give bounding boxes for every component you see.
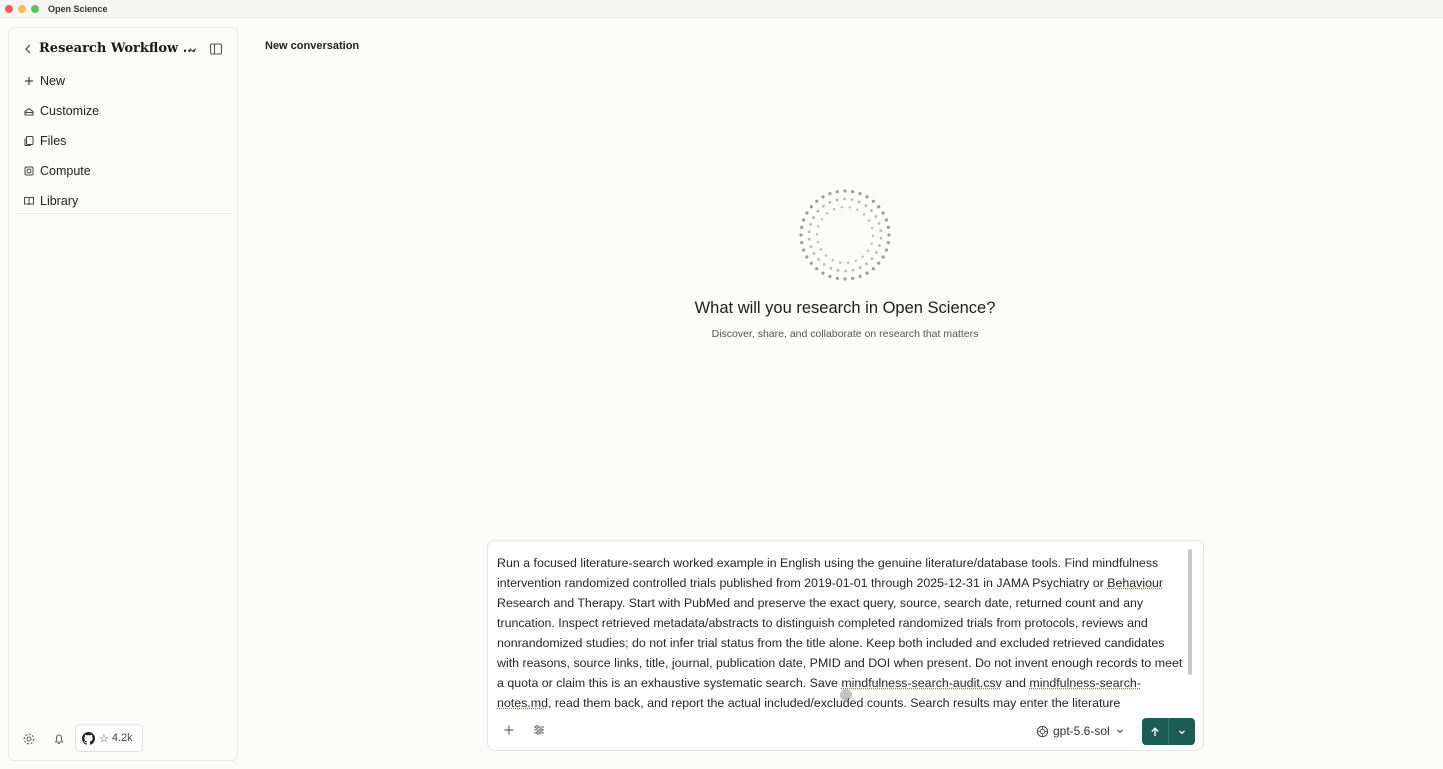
hero-title: What will you research in Open Science? xyxy=(694,299,996,317)
model-name: gpt-5.6-sol xyxy=(1053,724,1110,738)
files-icon xyxy=(23,135,35,147)
loader-dot xyxy=(817,210,820,213)
loader-dot xyxy=(865,262,868,265)
github-stars-button[interactable] xyxy=(75,724,143,752)
loader-dot xyxy=(879,237,882,240)
loader-dot xyxy=(856,209,858,211)
star-icon: ☆ xyxy=(99,732,109,745)
window-title: Open Science xyxy=(48,4,108,14)
book-icon xyxy=(23,195,35,207)
loader-dot xyxy=(800,226,803,229)
plus-icon xyxy=(502,723,516,737)
loader-dot xyxy=(820,248,822,250)
loader-dot xyxy=(843,277,846,280)
send-button[interactable] xyxy=(1142,718,1168,745)
sliders-icon xyxy=(532,723,546,737)
loader-dot xyxy=(816,233,818,235)
sidebar-toggle-icon[interactable] xyxy=(209,42,223,56)
add-attachment-button[interactable] xyxy=(502,723,516,737)
loader-dot xyxy=(887,241,890,244)
loader-dot xyxy=(805,211,808,214)
loader-dot xyxy=(872,267,875,270)
loader-dot xyxy=(802,218,805,221)
loader-dot xyxy=(817,225,819,227)
loader-dot xyxy=(879,229,882,232)
loader-dot xyxy=(843,198,846,201)
arrow-up-icon xyxy=(1149,726,1161,738)
loader-dot xyxy=(802,248,805,251)
sidebar-divider xyxy=(15,213,233,214)
loader-dot xyxy=(843,189,846,192)
sidebar-item-label: New xyxy=(40,74,66,88)
model-selector[interactable] xyxy=(1036,722,1125,740)
loader-dot xyxy=(829,267,832,270)
minimize-window-button[interactable] xyxy=(18,5,26,13)
loader-dot xyxy=(839,261,841,263)
loader-dot xyxy=(862,255,864,257)
loader-dot xyxy=(813,252,816,255)
github-icon xyxy=(82,732,95,745)
loader-dot xyxy=(821,218,823,220)
loader-dot xyxy=(808,238,811,241)
loader-dot xyxy=(878,222,881,225)
sidebar xyxy=(8,27,238,761)
loader-dot xyxy=(865,195,868,198)
sidebar-item-label: Compute xyxy=(40,164,91,178)
sidebar-item-compute[interactable] xyxy=(15,156,233,186)
window-titlebar xyxy=(0,0,1443,18)
loader-dot xyxy=(875,215,878,218)
gear-icon[interactable] xyxy=(22,732,36,746)
sidebar-item-library[interactable] xyxy=(15,186,233,216)
compute-icon xyxy=(23,165,35,177)
loader-dot xyxy=(837,269,840,272)
loader-dot xyxy=(833,208,835,210)
loader-dot xyxy=(868,219,870,221)
loader-dot xyxy=(872,235,874,237)
sidebar-item-label: Customize xyxy=(40,104,100,118)
loader-dot xyxy=(882,255,885,258)
plus-icon xyxy=(23,75,35,87)
loader-dot xyxy=(847,262,849,264)
sidebar-nav xyxy=(15,66,233,216)
sidebar-item-label: Files xyxy=(40,134,67,148)
loader-dot xyxy=(821,195,824,198)
customize-icon xyxy=(23,105,35,117)
loader-dot xyxy=(851,198,854,201)
loader-dot xyxy=(821,272,824,275)
loader-dot xyxy=(836,198,839,201)
loader-dot xyxy=(810,245,813,248)
loader-dot xyxy=(855,260,857,262)
empty-state xyxy=(487,185,1203,340)
loader-dot xyxy=(828,192,831,195)
loader-dot xyxy=(828,275,831,278)
loader-dot xyxy=(877,262,880,265)
message-composer xyxy=(487,540,1204,751)
chevron-left-icon[interactable] xyxy=(21,42,35,56)
chevron-down-icon[interactable] xyxy=(187,43,199,55)
loader-dot xyxy=(823,263,826,266)
loader-dot xyxy=(858,201,861,204)
loader-dot xyxy=(808,230,811,233)
loader-dot xyxy=(836,190,839,193)
loader-dot xyxy=(810,205,813,208)
loader-dot xyxy=(865,272,868,275)
loader-dot xyxy=(805,255,808,258)
loader-dot xyxy=(858,275,861,278)
composer-scrollbar[interactable] xyxy=(1188,549,1192,675)
conversation-title: New conversation xyxy=(265,40,360,52)
sidebar-item-label: Library xyxy=(40,194,79,208)
loader-dot xyxy=(885,248,888,251)
loader-dot xyxy=(859,266,862,269)
loader-dot xyxy=(870,242,872,244)
openai-icon xyxy=(1036,725,1049,738)
loader-dot xyxy=(817,258,820,261)
loader-dot xyxy=(864,204,867,207)
chevron-down-icon xyxy=(1115,726,1125,736)
loader-dot xyxy=(851,190,854,193)
loader-dot xyxy=(878,244,881,247)
loader-dot xyxy=(844,270,847,273)
loader-dot xyxy=(826,212,828,214)
settings-sliders-button[interactable] xyxy=(532,723,546,737)
loader-dot xyxy=(815,267,818,270)
send-options-button[interactable] xyxy=(1168,718,1194,745)
loader-dot xyxy=(870,209,873,212)
loader-dot xyxy=(858,192,861,195)
loader-dot xyxy=(885,218,888,221)
sidebar-item-files[interactable] xyxy=(15,126,233,156)
github-star-count: 4.2k xyxy=(111,732,133,744)
loader-dot xyxy=(851,277,854,280)
loader-dot xyxy=(812,216,815,219)
sidebar-header xyxy=(9,38,237,62)
loader-dot xyxy=(809,223,812,226)
sidebar-footer xyxy=(9,724,237,754)
loader-dot xyxy=(799,233,802,236)
loader-dot xyxy=(872,200,875,203)
loader-dot xyxy=(882,211,885,214)
bell-icon[interactable] xyxy=(52,732,66,746)
loader-dot xyxy=(815,200,818,203)
loader-dot xyxy=(831,259,833,261)
loader-dot xyxy=(849,206,851,208)
loader-dot xyxy=(877,205,880,208)
loader-dot xyxy=(863,213,865,215)
chevron-down-icon xyxy=(1177,727,1187,737)
hero-subtitle: Discover, share, and collaborate on research that matters xyxy=(711,328,979,340)
loader-dot xyxy=(887,233,890,236)
mouse-cursor xyxy=(840,689,852,701)
close-window-button[interactable] xyxy=(5,5,13,13)
loader-dot xyxy=(871,227,873,229)
loader-dot xyxy=(887,226,890,229)
loader-dot xyxy=(875,251,878,254)
loader-dot xyxy=(836,277,839,280)
sidebar-item-new[interactable] xyxy=(15,66,233,96)
loader-dot xyxy=(825,254,827,256)
loader-dot xyxy=(822,205,825,208)
loader-dot xyxy=(800,241,803,244)
loader-dot xyxy=(841,206,843,208)
loader-dot xyxy=(810,262,813,265)
loader-dot xyxy=(828,201,831,204)
zoom-window-button[interactable] xyxy=(31,5,39,13)
loader-dot xyxy=(852,269,855,272)
sidebar-item-customize[interactable] xyxy=(15,96,233,126)
loader-dot xyxy=(871,257,874,260)
loading-dots-icon xyxy=(795,185,895,285)
prompt-input[interactable]: Run a focused literature-search worked example in English using the genuine literature/database tools. Find mindfulness intervention randomized controlled trials published from 2019-01-01 through 2025-12-31 in JAMA Psychiatry or Behaviour Research and Therapy. Start with PubMed and preserve the exact query, source, search date, returned count and any truncation. Inspect retrieved metadata/abstracts to distinguish completed randomized trials from protocols, reviews and nonrandomized studies; do not infer trial status from the title alone. Keep both included and excluded retrieved candidates with reasons, source links, title, journal, publication date, PMID and DOI when present. Do not invent enough records to meet a quota or claim this is an exhaustive systematic search. Save mindfulness-search-audit.csv and mindfulness-search-notes.md, read them back, and report the actual included/excluded counts. Search results may enter the literature xyxy=(497,556,1183,710)
loader-dot xyxy=(867,250,869,252)
send-button-group xyxy=(1142,718,1195,745)
loader-dot xyxy=(817,241,819,243)
project-name[interactable]: Research Workflow ... xyxy=(39,41,197,56)
